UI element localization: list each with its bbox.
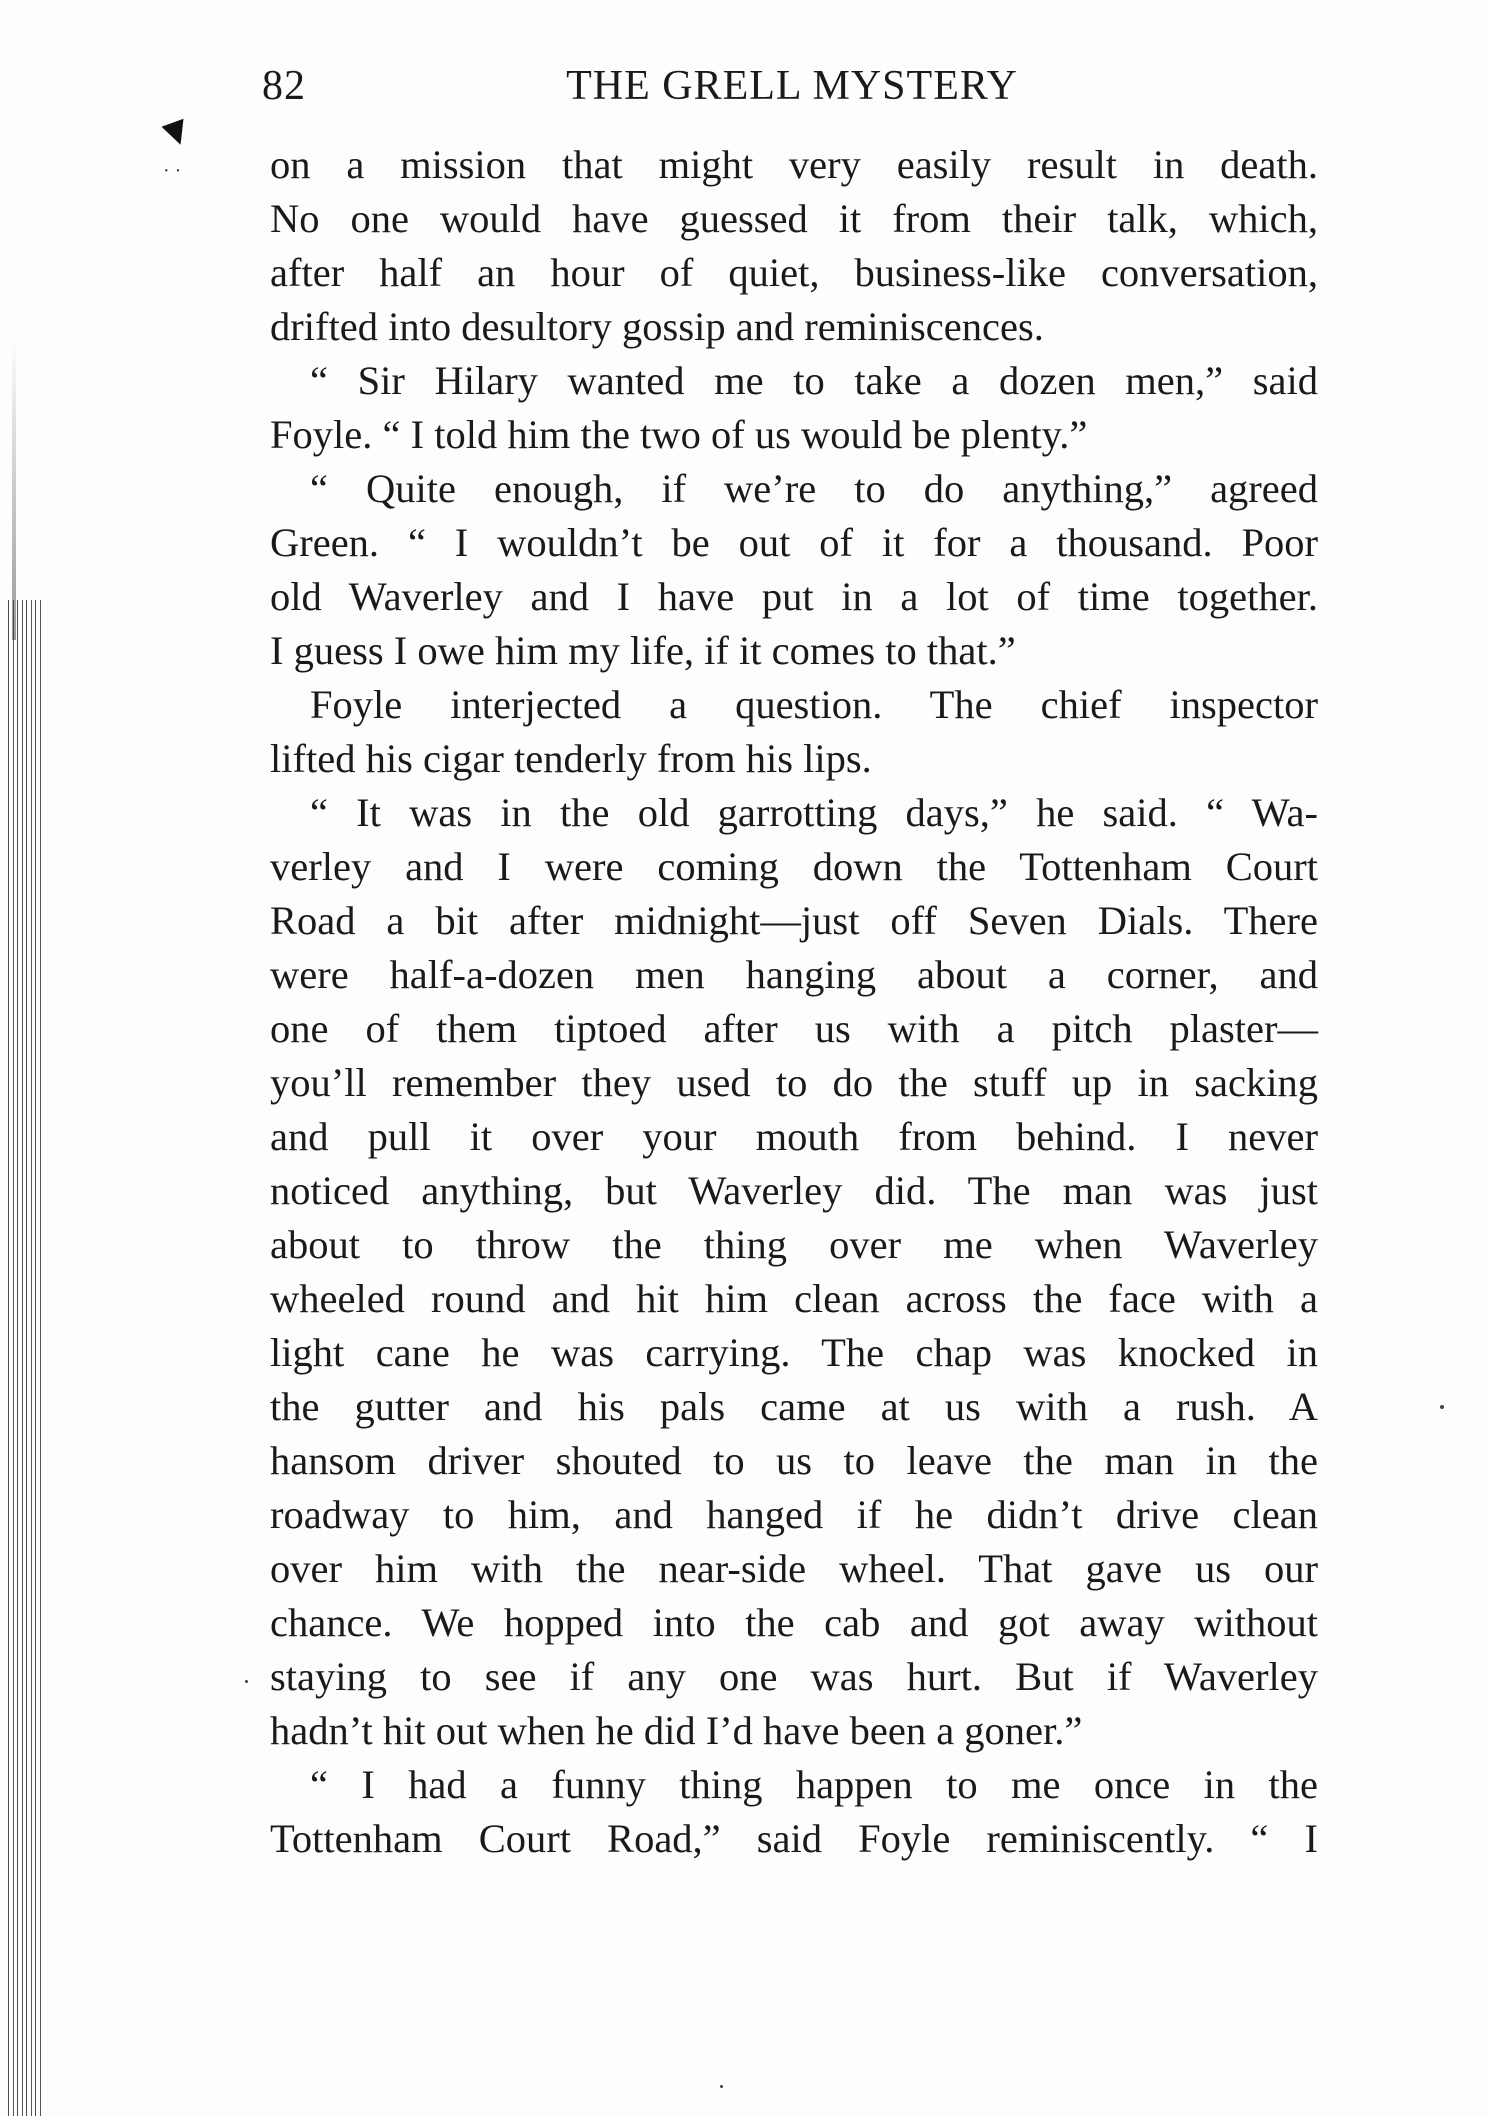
text-line: you’ll remember they used to do the stuff up in sacking (270, 1060, 1318, 1105)
text-line: and pull it over your mouth from behind. I never (270, 1114, 1318, 1159)
text-line: hadn’t hit out when he did I’d have been a goner.” (270, 1708, 1083, 1753)
text-line: “ It was in the old garrotting days,” he said. “ Wa- (310, 790, 1318, 835)
text-line: Foyle interjected a question. The chief inspector (310, 682, 1318, 727)
paper-speck (720, 2085, 723, 2088)
text-line: lifted his cigar tenderly from his lips. (270, 736, 872, 781)
text-line: hansom driver shouted to us to leave the man in the (270, 1438, 1318, 1483)
text-line: “ I had a funny thing happen to me once in the (310, 1762, 1318, 1807)
text-line: Tottenham Court Road,” said Foyle reminiscently. “ I (270, 1816, 1318, 1861)
text-line: roadway to him, and hanged if he didn’t drive clean (270, 1492, 1318, 1537)
binding-shadow-top (12, 340, 16, 640)
binding-edge (8, 600, 42, 2116)
text-line: the gutter and his pals came at us with a rush. A (270, 1384, 1318, 1429)
paper-speck (245, 1680, 248, 1683)
text-line: on a mission that might very easily result in death. (270, 142, 1318, 187)
text-line: one of them tiptoed after us with a pitch plaster— (270, 1006, 1318, 1051)
text-line: chance. We hopped into the cab and got away without (270, 1600, 1318, 1645)
text-line: were half-a-dozen men hanging about a corner, and (270, 952, 1318, 997)
text-line: staying to see if any one was hurt. But if Waverley (270, 1654, 1318, 1699)
text-line: I guess I owe him my life, if it comes to that.” (270, 628, 1016, 673)
text-line: verley and I were coming down the Tottenham Court (270, 844, 1318, 889)
text-line: after half an hour of quiet, business-like conversation, (270, 250, 1318, 295)
paper-speck (1440, 1405, 1444, 1409)
body-text (270, 138, 1318, 1866)
text-line: “ Sir Hilary wanted me to take a dozen men,” said (310, 358, 1318, 403)
text-line: about to throw the thing over me when Waverley (270, 1222, 1318, 1267)
text-line: “ Quite enough, if we’re to do anything,” agreed (310, 466, 1318, 511)
text-line: Road a bit after midnight—just off Seven Dials. There (270, 898, 1318, 943)
ink-mark: ▼ (149, 103, 203, 160)
text-line: drifted into desultory gossip and reminiscences. (270, 304, 1044, 349)
page-number: 82 (262, 63, 306, 109)
text-line: Green. “ I wouldn’t be out of it for a thousand. Poor (270, 520, 1318, 565)
text-line: old Waverley and I have put in a lot of time together. (270, 574, 1318, 619)
text-line: noticed anything, but Waverley did. The man was just (270, 1168, 1318, 1213)
running-title: THE GRELL MYSTERY (566, 63, 1018, 109)
ink-speck-mark: · · (163, 160, 182, 182)
page-header (262, 62, 1322, 122)
text-line: over him with the near-side wheel. That gave us our (270, 1546, 1318, 1591)
text-line: light cane he was carrying. The chap was knocked in (270, 1330, 1318, 1375)
text-line: No one would have guessed it from their talk, which, (270, 196, 1318, 241)
text-line: Foyle. “ I told him the two of us would be plenty.” (270, 412, 1088, 457)
text-line: wheeled round and hit him clean across the face with a (270, 1276, 1318, 1321)
